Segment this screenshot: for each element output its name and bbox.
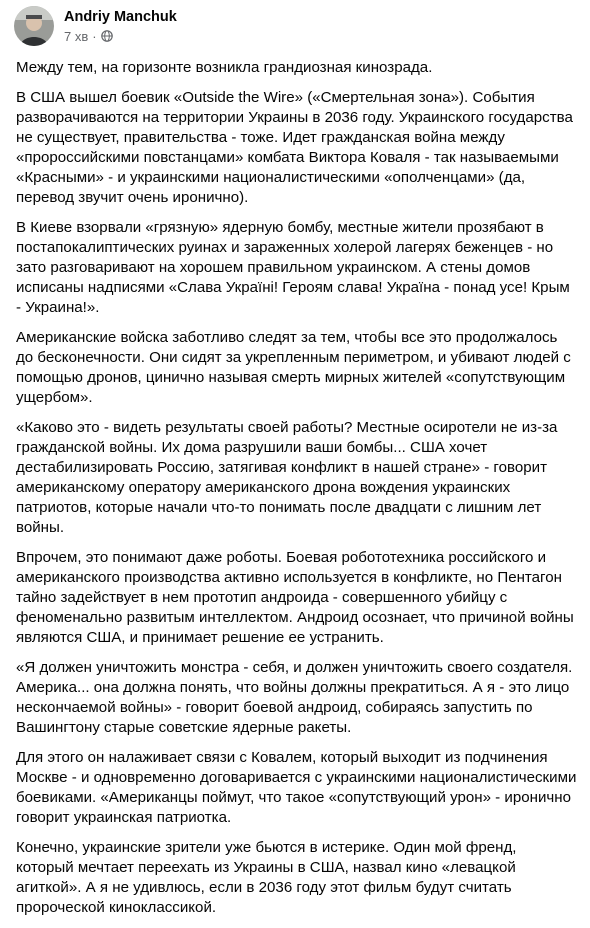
post-paragraph: Впрочем, это понимают даже роботы. Боевая робототехника российского и американского производства активно используется в конфликте, но Пентагон тайно задействует в нем прототип андроида - совершенного убийцу с феноменально развитым интеллектом. Андроид осознает, что причиной войны являются США, и принимает решение ее устранить. <box>16 549 574 646</box>
post-paragraph: «Я должен уничтожить монстра - себя, и должен уничтожить своего создателя. Америка... она должна понять, что войны должны прекратиться. А я - это лицо нескончаемой войны» - говорит боевой андроид, собираясь запустить по Вашингтону старые советские ядерные ракеты. <box>16 659 573 736</box>
post-paragraph: Конечно, украинские зрители уже бьются в истерике. Один мой френд, который мечтает переехать из Украины в США, назвал кино «левацкой агиткой». А я не удивлюсь, если в 2036 году этот фильм будут считать пророческой киноклассикой. <box>16 839 517 916</box>
post-meta <box>64 8 177 45</box>
post-paragraph: Американские войска заботливо следят за тем, чтобы все это продолжалось до бесконечности. Они сидят за укрепленным периметром, и убивают людей с помощью дронов, цинично называя смерть мирных жителей «сопутствующим ущербом». <box>16 329 571 406</box>
post-paragraph: Для этого он налаживает связи с Ковалем, который выходит из подчинения Москве - и одновременно договаривается с украинскими националистическими боевиками. «Американцы поймут, что такое «сопутствующий урон» - иронично говорит украинская патриотка. <box>16 749 577 826</box>
post-paragraph: «Каково это - видеть результаты своей работы? Местные осиротели не из-за гражданской войны. Их дома разрушили ваши бомбы... США хочет дестабилизировать Россию, затягивая конфликт в нашей стране» - говорит американскому оператору американского дрона вождения украинских патриотов, которые начали что-то понимать после двадцати с лишним лет войны. <box>16 419 558 536</box>
post-header <box>14 4 177 48</box>
post-time[interactable]: 7 хв <box>64 28 89 44</box>
globe-icon[interactable] <box>101 30 113 42</box>
separator-dot: · <box>92 28 97 44</box>
post-paragraph: В Киеве взорвали «грязную» ядерную бомбу, местные жители прозябают в постапокалиптических руинах и зараженных холерой лагерях беженцев - но зато разговаривают на хорошем правильном украинском. А стены домов исписаны надписями «Слава Україні! Героям слава! Україна - понад усе! Крым - Украина!». <box>16 219 570 316</box>
post-subline <box>64 28 177 45</box>
avatar-photo-icon <box>14 6 54 46</box>
post-paragraph: Между тем, на горизонте возникла грандиозная кинозрада. <box>16 59 433 76</box>
post-body <box>16 58 578 928</box>
avatar[interactable] <box>14 6 54 46</box>
post-paragraph: В США вышел боевик «Outside the Wire» («Смертельная зона»). События разворачиваются на территории Украины в 2036 году. Украинского государства не существует, правительства - тоже. Идет гражданская война между «пророссийскими повстанцами» комбата Виктора Коваля - так называемыми «Красными» - и украинскими националистическими «ополченцами» (да, перевод звучит очень иронично). <box>16 89 573 206</box>
author-name[interactable]: Andriy Manchuk <box>64 8 177 25</box>
